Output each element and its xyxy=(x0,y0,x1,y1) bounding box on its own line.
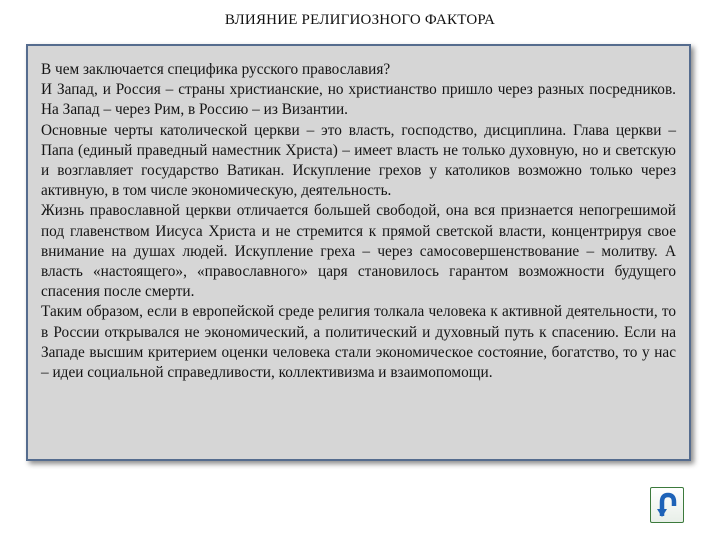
slide-title: ВЛИЯНИЕ РЕЛИГИОЗНОГО ФАКТОРА xyxy=(224,12,496,28)
paragraph-orthodox-church: Жизнь православной церкви отличается большей свободой, она вся признается непогрешимой под главенством Иисуса Христа и не стремится к прямой светской власти, концентрируя свое внимание на душах людей. Искупление греха – через самосовершенствование – молитву. А власть «настоящего», «православного» царя становилось гарантом возможности будущего спасения после смерти. xyxy=(41,202,676,301)
paragraph-question: В чем заключается специфика русского православия? xyxy=(41,61,391,78)
return-button[interactable] xyxy=(650,487,684,523)
paragraph-origins: И Запад, и Россия – страны христианские, но христианство пришло через разных посредников. На Запад – через Рим, в Россию – из Византии. xyxy=(41,81,676,119)
return-arrow-icon xyxy=(654,491,680,519)
paragraph-conclusion: Таким образом, если в европейской среде религия толкала человека к активной деятельности, то в России открывался не экономический, а политический и духовный путь к спасению. Если на Западе высшим критерием оценки человека стали экономическое состояние, богатство, то у нас – идеи социальной справедливости, коллективизма и взаимопомощи. xyxy=(41,303,676,382)
paragraph-catholic-church: Основные черты католической церкви – это власть, господство, дисциплина. Глава церкви – Папа (единый праведный наместник Христа) – имеет власть не только духовную, но и светскую и возглавляет государство Ватикан. Искупление грехов у католиков возможно только через активную, в том числе экономическую, деятельность. xyxy=(41,121,676,200)
content-box xyxy=(26,44,691,461)
